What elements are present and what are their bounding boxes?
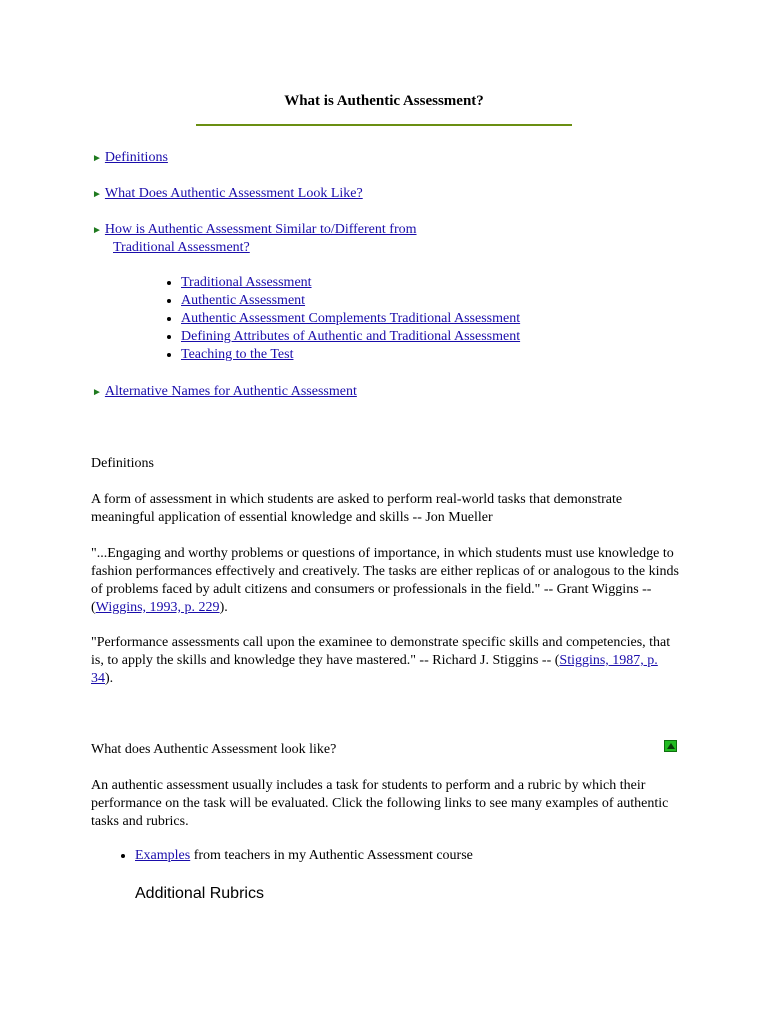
list-item: [181, 346, 520, 364]
definition-stiggins: [91, 634, 681, 688]
back-to-top-icon[interactable]: [664, 740, 677, 752]
quote-end: ).: [105, 671, 114, 686]
definitions-link[interactable]: Definitions: [104, 150, 168, 165]
alternative-names-link[interactable]: Alternative Names for Authentic Assessment: [104, 384, 357, 399]
nav-item-look-like: [92, 186, 363, 202]
similar-link-line2[interactable]: Traditional Assessment?: [113, 240, 250, 255]
list-item: [181, 292, 520, 310]
wiggins-citation-link[interactable]: Wiggins, 1993, p. 229: [95, 600, 220, 615]
definition-wiggins: [91, 545, 681, 617]
look-like-paragraph: An authentic assessment usually includes a task for students to perform and a rubric by which their performance on the task will be evaluated. Click the following links to see many examples of authentic tasks and rubrics.: [91, 778, 669, 829]
list-item: [181, 310, 520, 328]
traditional-assessment-link[interactable]: Traditional Assessment: [181, 275, 312, 290]
nav-item-alternative-names: [92, 384, 357, 400]
nav-item-similar: [92, 222, 417, 238]
arrow-right-icon: ►: [92, 387, 102, 398]
list-item: [181, 274, 520, 292]
examples-link[interactable]: Examples: [135, 848, 191, 863]
nav-item-definitions: [92, 150, 168, 166]
definitions-heading: Definitions: [91, 456, 154, 471]
nav-item-similar-cont: [113, 240, 250, 256]
similar-link-line1[interactable]: How is Authentic Assessment Similar to/Different from: [104, 222, 417, 237]
complements-link[interactable]: Authentic Assessment Complements Traditional Assessment: [181, 311, 521, 326]
list-item: [135, 848, 473, 864]
definition-mueller: A form of assessment in which students are asked to perform real-world tasks that demonstrate meaningful application of essential knowledge and skills -- Jon Mueller: [91, 492, 623, 525]
examples-list: [90, 848, 473, 864]
arrow-right-icon: ►: [92, 225, 102, 236]
examples-description: from teachers in my Authentic Assessment course: [190, 848, 473, 863]
arrow-right-icon: ►: [92, 153, 102, 164]
sub-topic-list: [140, 274, 520, 364]
stiggins-citation-link[interactable]: Stiggins, 1987, p. 34: [91, 653, 658, 686]
arrow-right-icon: ►: [92, 189, 102, 200]
defining-attributes-link[interactable]: Defining Attributes of Authentic and Traditional Assessment: [181, 329, 521, 344]
look-like-heading: What does Authentic Assessment look like?: [91, 742, 337, 757]
look-like-link[interactable]: What Does Authentic Assessment Look Like?: [104, 186, 363, 201]
quote-text: "...Engaging and worthy problems or questions of importance, in which students must use knowledge to fashion performances effectively and creatively. The tasks are either replicas of or analogous to the kinds of problems faced by adult citizens and consumers or professionals in the field." -- Grant Wiggins -- (: [91, 546, 679, 615]
page-title: What is Authentic Assessment?: [284, 93, 484, 109]
additional-rubrics-heading: Additional Rubrics: [135, 885, 264, 902]
title-divider: [196, 124, 572, 126]
teaching-to-test-link[interactable]: Teaching to the Test: [181, 347, 294, 362]
quote-end: ).: [219, 600, 228, 615]
list-item: [181, 328, 520, 346]
authentic-assessment-link[interactable]: Authentic Assessment: [181, 293, 306, 308]
quote-text: "Performance assessments call upon the examinee to demonstrate specific skills and competencies, that is, to apply the skills and knowledge they have mastered." -- Richard J. Stiggins -- (: [91, 635, 671, 668]
